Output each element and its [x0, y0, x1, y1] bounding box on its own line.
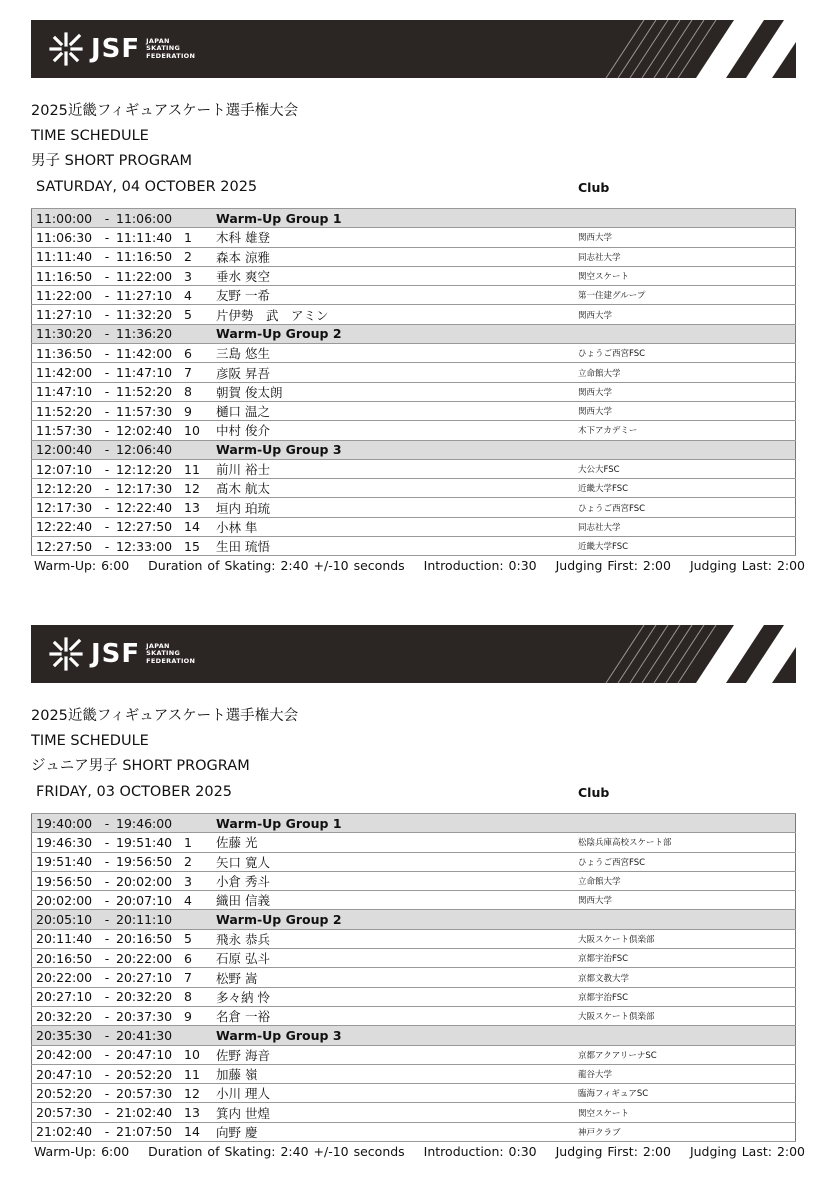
banner-stripes — [566, 20, 796, 78]
time-separator: - — [98, 1045, 116, 1064]
time-separator: - — [98, 987, 116, 1006]
end-time: 12:12:20 — [116, 459, 184, 478]
end-time: 20:07:10 — [116, 891, 184, 910]
end-time: 20:27:10 — [116, 968, 184, 987]
start-time: 20:32:20 — [32, 1006, 99, 1025]
skater-name: 名倉 一裕 — [216, 1006, 578, 1025]
skater-name: 生田 琉悟 — [216, 537, 578, 556]
start-time: 11:42:00 — [32, 363, 99, 382]
end-time: 20:57:30 — [116, 1084, 184, 1103]
logo-line2: SKATING — [146, 44, 181, 53]
start-time: 11:16:50 — [32, 266, 99, 285]
end-time: 11:22:00 — [116, 266, 184, 285]
club-name: ひょうご西宮FSC — [578, 498, 796, 517]
skater-row — [32, 1006, 796, 1025]
logo-fullname — [146, 38, 195, 61]
skater-row — [32, 987, 796, 1006]
time-separator: - — [98, 401, 116, 420]
jsf-star-icon — [49, 32, 83, 66]
time-separator: - — [98, 228, 116, 247]
start-number: 12 — [184, 479, 216, 498]
start-number: 9 — [184, 401, 216, 420]
start-number: 7 — [184, 363, 216, 382]
skater-row — [32, 228, 796, 247]
skater-row — [32, 833, 796, 852]
skater-row — [32, 247, 796, 266]
start-time: 12:07:10 — [32, 459, 99, 478]
group-label: Warm-Up Group 3 — [216, 1026, 578, 1045]
jsf-star-icon — [49, 637, 83, 671]
skater-row — [32, 344, 796, 363]
club-name: 京都アクアリーナSC — [578, 1045, 796, 1064]
club-name — [578, 324, 796, 343]
skater-name: 木科 雄登 — [216, 228, 578, 247]
start-number — [184, 814, 216, 833]
footer-duration: Duration of Skating: 2:40 +/-10 seconds — [148, 1144, 405, 1159]
end-time: 12:22:40 — [116, 498, 184, 517]
time-separator: - — [98, 344, 116, 363]
start-time: 20:27:10 — [32, 987, 99, 1006]
skater-row — [32, 1045, 796, 1064]
club-name: 立命館大学 — [578, 363, 796, 382]
start-time: 11:11:40 — [32, 247, 99, 266]
schedule-subtitle: TIME SCHEDULE — [31, 128, 149, 144]
end-time: 12:27:50 — [116, 517, 184, 536]
club-name — [578, 1026, 796, 1045]
start-time: 19:40:00 — [32, 814, 99, 833]
end-time: 19:56:50 — [116, 852, 184, 871]
start-time: 19:51:40 — [32, 852, 99, 871]
start-time: 11:06:30 — [32, 228, 99, 247]
club-name: 関空スケート — [578, 1103, 796, 1122]
skater-name: 加藤 嶺 — [216, 1064, 578, 1083]
club-column-header: Club — [578, 180, 610, 195]
start-time: 20:35:30 — [32, 1026, 99, 1045]
time-separator: - — [98, 1103, 116, 1122]
warmup-group-row — [32, 1026, 796, 1045]
skater-row — [32, 537, 796, 556]
time-separator: - — [98, 305, 116, 324]
skater-name: 垣内 珀琉 — [216, 498, 578, 517]
end-time: 12:06:40 — [116, 440, 184, 459]
start-number: 4 — [184, 891, 216, 910]
skater-name: 矢口 寛人 — [216, 852, 578, 871]
footer-judging-first: Judging First: 2:00 — [555, 558, 671, 573]
end-time: 12:02:40 — [116, 421, 184, 440]
club-name: 立命館大学 — [578, 871, 796, 890]
warmup-group-row — [32, 209, 796, 228]
end-time: 12:33:00 — [116, 537, 184, 556]
club-name: 大阪スケート倶楽部 — [578, 1006, 796, 1025]
end-time: 20:41:30 — [116, 1026, 184, 1045]
banner-stripes — [566, 625, 796, 683]
start-number: 5 — [184, 929, 216, 948]
time-separator: - — [98, 1084, 116, 1103]
schedule-footer — [34, 558, 819, 573]
start-number: 8 — [184, 382, 216, 401]
start-time: 12:17:30 — [32, 498, 99, 517]
end-time: 11:11:40 — [116, 228, 184, 247]
start-time: 11:57:30 — [32, 421, 99, 440]
start-time: 11:27:10 — [32, 305, 99, 324]
start-number: 2 — [184, 247, 216, 266]
schedule-table — [31, 813, 796, 1142]
start-number: 12 — [184, 1084, 216, 1103]
club-name: ひょうご西宮FSC — [578, 344, 796, 363]
time-separator: - — [98, 852, 116, 871]
warmup-group-row — [32, 910, 796, 929]
time-separator: - — [98, 537, 116, 556]
start-number — [184, 910, 216, 929]
club-name: ひょうご西宮FSC — [578, 852, 796, 871]
skater-name: 向野 慶 — [216, 1122, 578, 1141]
skater-name: 髙木 航太 — [216, 479, 578, 498]
footer-judging-last: Judging Last: 2:00 — [689, 1144, 806, 1159]
logo-fullname — [146, 643, 195, 666]
start-time: 20:05:10 — [32, 910, 99, 929]
logo-line1: JAPAN — [146, 36, 170, 45]
club-name — [578, 814, 796, 833]
group-label: Warm-Up Group 3 — [216, 440, 578, 459]
start-number: 13 — [184, 498, 216, 517]
skater-row — [32, 949, 796, 968]
end-time: 11:52:20 — [116, 382, 184, 401]
time-separator: - — [98, 498, 116, 517]
warmup-group-row — [32, 324, 796, 343]
skater-name: 石原 弘斗 — [216, 949, 578, 968]
club-name: 大公大FSC — [578, 459, 796, 478]
start-time: 11:36:50 — [32, 344, 99, 363]
start-number: 7 — [184, 968, 216, 987]
skater-row — [32, 871, 796, 890]
skater-row — [32, 1084, 796, 1103]
start-number — [184, 1026, 216, 1045]
start-time: 11:22:00 — [32, 286, 99, 305]
start-time: 12:12:20 — [32, 479, 99, 498]
end-time: 20:16:50 — [116, 929, 184, 948]
start-time: 20:42:00 — [32, 1045, 99, 1064]
logo-line2: SKATING — [146, 649, 181, 658]
start-number: 9 — [184, 1006, 216, 1025]
skater-name: 織田 信義 — [216, 891, 578, 910]
club-name: 関西大学 — [578, 401, 796, 420]
skater-row — [32, 517, 796, 536]
start-number: 10 — [184, 1045, 216, 1064]
skater-name: 友野 一希 — [216, 286, 578, 305]
skater-row — [32, 459, 796, 478]
end-time: 20:52:20 — [116, 1064, 184, 1083]
start-time: 19:46:30 — [32, 833, 99, 852]
end-time: 20:37:30 — [116, 1006, 184, 1025]
end-time: 11:06:00 — [116, 209, 184, 228]
time-separator: - — [98, 421, 116, 440]
start-time: 20:52:20 — [32, 1084, 99, 1103]
club-name: 関西大学 — [578, 228, 796, 247]
warmup-group-row — [32, 440, 796, 459]
start-number: 8 — [184, 987, 216, 1006]
club-name: 近畿大学FSC — [578, 479, 796, 498]
logo-line1: JAPAN — [146, 641, 170, 650]
club-name: 龍谷大学 — [578, 1064, 796, 1083]
start-number: 11 — [184, 459, 216, 478]
time-separator: - — [98, 459, 116, 478]
skater-row — [32, 479, 796, 498]
skater-name: 森本 涼雅 — [216, 247, 578, 266]
skater-name: 片伊勢 武 アミン — [216, 305, 578, 324]
skater-row — [32, 891, 796, 910]
event-title: 2025近畿フィギュアスケート選手権大会 — [31, 103, 299, 119]
time-separator: - — [98, 440, 116, 459]
end-time: 11:27:10 — [116, 286, 184, 305]
skater-name: 多々納 怜 — [216, 987, 578, 1006]
club-name: 関西大学 — [578, 305, 796, 324]
club-name — [578, 209, 796, 228]
logo-line3: FEDERATION — [146, 51, 196, 60]
time-separator: - — [98, 209, 116, 228]
start-number: 13 — [184, 1103, 216, 1122]
time-separator: - — [98, 266, 116, 285]
start-time: 12:22:40 — [32, 517, 99, 536]
logo-abbr: JSF — [91, 639, 141, 669]
club-column-header: Club — [578, 785, 610, 800]
club-name: 同志社大学 — [578, 517, 796, 536]
skater-row — [32, 286, 796, 305]
skater-row — [32, 1122, 796, 1141]
start-number — [184, 440, 216, 459]
club-name — [578, 910, 796, 929]
time-separator: - — [98, 247, 116, 266]
warmup-group-row — [32, 814, 796, 833]
end-time: 20:11:10 — [116, 910, 184, 929]
skater-name: 小川 理人 — [216, 1084, 578, 1103]
time-separator: - — [98, 517, 116, 536]
start-number — [184, 324, 216, 343]
skater-name: 飛永 恭兵 — [216, 929, 578, 948]
footer-warmup: Warm-Up: 6:00 — [34, 558, 130, 573]
start-number: 14 — [184, 1122, 216, 1141]
end-time: 11:36:20 — [116, 324, 184, 343]
start-number: 4 — [184, 286, 216, 305]
skater-name: 佐野 海音 — [216, 1045, 578, 1064]
skater-name: 佐藤 光 — [216, 833, 578, 852]
end-time: 20:22:00 — [116, 949, 184, 968]
group-label: Warm-Up Group 1 — [216, 814, 578, 833]
category-title: 男子 SHORT PROGRAM — [31, 153, 193, 169]
schedule-table — [31, 208, 796, 556]
club-name: 臨海フィギュアSC — [578, 1084, 796, 1103]
start-number: 3 — [184, 871, 216, 890]
start-number: 6 — [184, 949, 216, 968]
club-name: 近畿大学FSC — [578, 537, 796, 556]
skater-row — [32, 266, 796, 285]
start-time: 12:27:50 — [32, 537, 99, 556]
schedule-subtitle: TIME SCHEDULE — [31, 733, 149, 749]
group-label: Warm-Up Group 2 — [216, 324, 578, 343]
skater-name: 彦阪 昇吾 — [216, 363, 578, 382]
skater-row — [32, 498, 796, 517]
club-name: 関西大学 — [578, 382, 796, 401]
skater-row — [32, 305, 796, 324]
start-time: 21:02:40 — [32, 1122, 99, 1141]
end-time: 11:57:30 — [116, 401, 184, 420]
start-time: 11:47:10 — [32, 382, 99, 401]
skater-name: 中村 俊介 — [216, 421, 578, 440]
end-time: 20:32:20 — [116, 987, 184, 1006]
start-number: 14 — [184, 517, 216, 536]
time-separator: - — [98, 1026, 116, 1045]
club-name: 松陰兵庫高校スケート部 — [578, 833, 796, 852]
start-time: 20:47:10 — [32, 1064, 99, 1083]
start-number: 1 — [184, 833, 216, 852]
club-name: 関空スケート — [578, 266, 796, 285]
category-title: ジュニア男子 SHORT PROGRAM — [31, 758, 250, 774]
club-name: 木下アカデミー — [578, 421, 796, 440]
skater-name: 箕内 世煌 — [216, 1103, 578, 1122]
skater-name: 三島 悠生 — [216, 344, 578, 363]
start-number: 1 — [184, 228, 216, 247]
start-number: 10 — [184, 421, 216, 440]
footer-intro: Introduction: 0:30 — [423, 1144, 537, 1159]
start-number: 5 — [184, 305, 216, 324]
start-number: 3 — [184, 266, 216, 285]
club-name: 京都宇治FSC — [578, 949, 796, 968]
footer-warmup: Warm-Up: 6:00 — [34, 1144, 130, 1159]
time-separator: - — [98, 910, 116, 929]
time-separator: - — [98, 382, 116, 401]
time-separator: - — [98, 1122, 116, 1141]
skater-name: 樋口 温之 — [216, 401, 578, 420]
time-separator: - — [98, 968, 116, 987]
start-time: 20:02:00 — [32, 891, 99, 910]
schedule-date: FRIDAY, 03 OCTOBER 2025 — [36, 784, 233, 800]
start-time: 19:56:50 — [32, 871, 99, 890]
club-name: 同志社大学 — [578, 247, 796, 266]
footer-judging-last: Judging Last: 2:00 — [689, 558, 806, 573]
skater-name: 前川 裕士 — [216, 459, 578, 478]
time-separator: - — [98, 814, 116, 833]
start-time: 20:16:50 — [32, 949, 99, 968]
skater-row — [32, 852, 796, 871]
time-separator: - — [98, 1006, 116, 1025]
event-title: 2025近畿フィギュアスケート選手権大会 — [31, 708, 299, 724]
club-name: 関西大学 — [578, 891, 796, 910]
jsf-logo — [49, 28, 195, 70]
footer-intro: Introduction: 0:30 — [423, 558, 537, 573]
skater-name: 松野 嵩 — [216, 968, 578, 987]
group-label: Warm-Up Group 2 — [216, 910, 578, 929]
end-time: 21:07:50 — [116, 1122, 184, 1141]
end-time: 19:46:00 — [116, 814, 184, 833]
start-time: 20:57:30 — [32, 1103, 99, 1122]
time-separator: - — [98, 929, 116, 948]
logo-abbr: JSF — [91, 34, 141, 64]
club-name: 神戸クラブ — [578, 1122, 796, 1141]
time-separator: - — [98, 1064, 116, 1083]
skater-name: 垂水 爽空 — [216, 266, 578, 285]
time-separator: - — [98, 891, 116, 910]
club-name: 京都宇治FSC — [578, 987, 796, 1006]
start-time: 11:52:20 — [32, 401, 99, 420]
end-time: 11:32:20 — [116, 305, 184, 324]
footer-judging-first: Judging First: 2:00 — [555, 1144, 671, 1159]
logo-line3: FEDERATION — [146, 656, 196, 665]
footer-duration: Duration of Skating: 2:40 +/-10 seconds — [148, 558, 405, 573]
start-time: 20:22:00 — [32, 968, 99, 987]
start-number: 15 — [184, 537, 216, 556]
schedule-footer — [34, 1144, 819, 1159]
jsf-banner — [31, 625, 796, 683]
time-separator: - — [98, 833, 116, 852]
time-separator: - — [98, 324, 116, 343]
start-time: 11:30:20 — [32, 324, 99, 343]
start-number: 11 — [184, 1064, 216, 1083]
start-time: 12:00:40 — [32, 440, 99, 459]
skater-row — [32, 968, 796, 987]
skater-row — [32, 363, 796, 382]
club-name: 第一住建グループ — [578, 286, 796, 305]
club-name: 京都文教大学 — [578, 968, 796, 987]
schedule-date: SATURDAY, 04 OCTOBER 2025 — [36, 179, 258, 195]
skater-row — [32, 1103, 796, 1122]
time-separator: - — [98, 871, 116, 890]
start-time: 20:11:40 — [32, 929, 99, 948]
group-label: Warm-Up Group 1 — [216, 209, 578, 228]
skater-name: 小倉 秀斗 — [216, 871, 578, 890]
jsf-banner — [31, 20, 796, 78]
end-time: 11:16:50 — [116, 247, 184, 266]
skater-name: 朝賀 俊太朗 — [216, 382, 578, 401]
end-time: 20:02:00 — [116, 871, 184, 890]
time-separator: - — [98, 286, 116, 305]
end-time: 20:47:10 — [116, 1045, 184, 1064]
time-separator: - — [98, 479, 116, 498]
end-time: 11:42:00 — [116, 344, 184, 363]
skater-name: 小林 隼 — [216, 517, 578, 536]
club-name: 大阪スケート倶楽部 — [578, 929, 796, 948]
end-time: 19:51:40 — [116, 833, 184, 852]
end-time: 12:17:30 — [116, 479, 184, 498]
skater-row — [32, 421, 796, 440]
time-separator: - — [98, 363, 116, 382]
skater-row — [32, 1064, 796, 1083]
time-separator: - — [98, 949, 116, 968]
start-number: 6 — [184, 344, 216, 363]
skater-row — [32, 401, 796, 420]
start-number — [184, 209, 216, 228]
skater-row — [32, 929, 796, 948]
start-number: 2 — [184, 852, 216, 871]
jsf-logo — [49, 633, 195, 675]
club-name — [578, 440, 796, 459]
start-time: 11:00:00 — [32, 209, 99, 228]
skater-row — [32, 382, 796, 401]
end-time: 11:47:10 — [116, 363, 184, 382]
end-time: 21:02:40 — [116, 1103, 184, 1122]
